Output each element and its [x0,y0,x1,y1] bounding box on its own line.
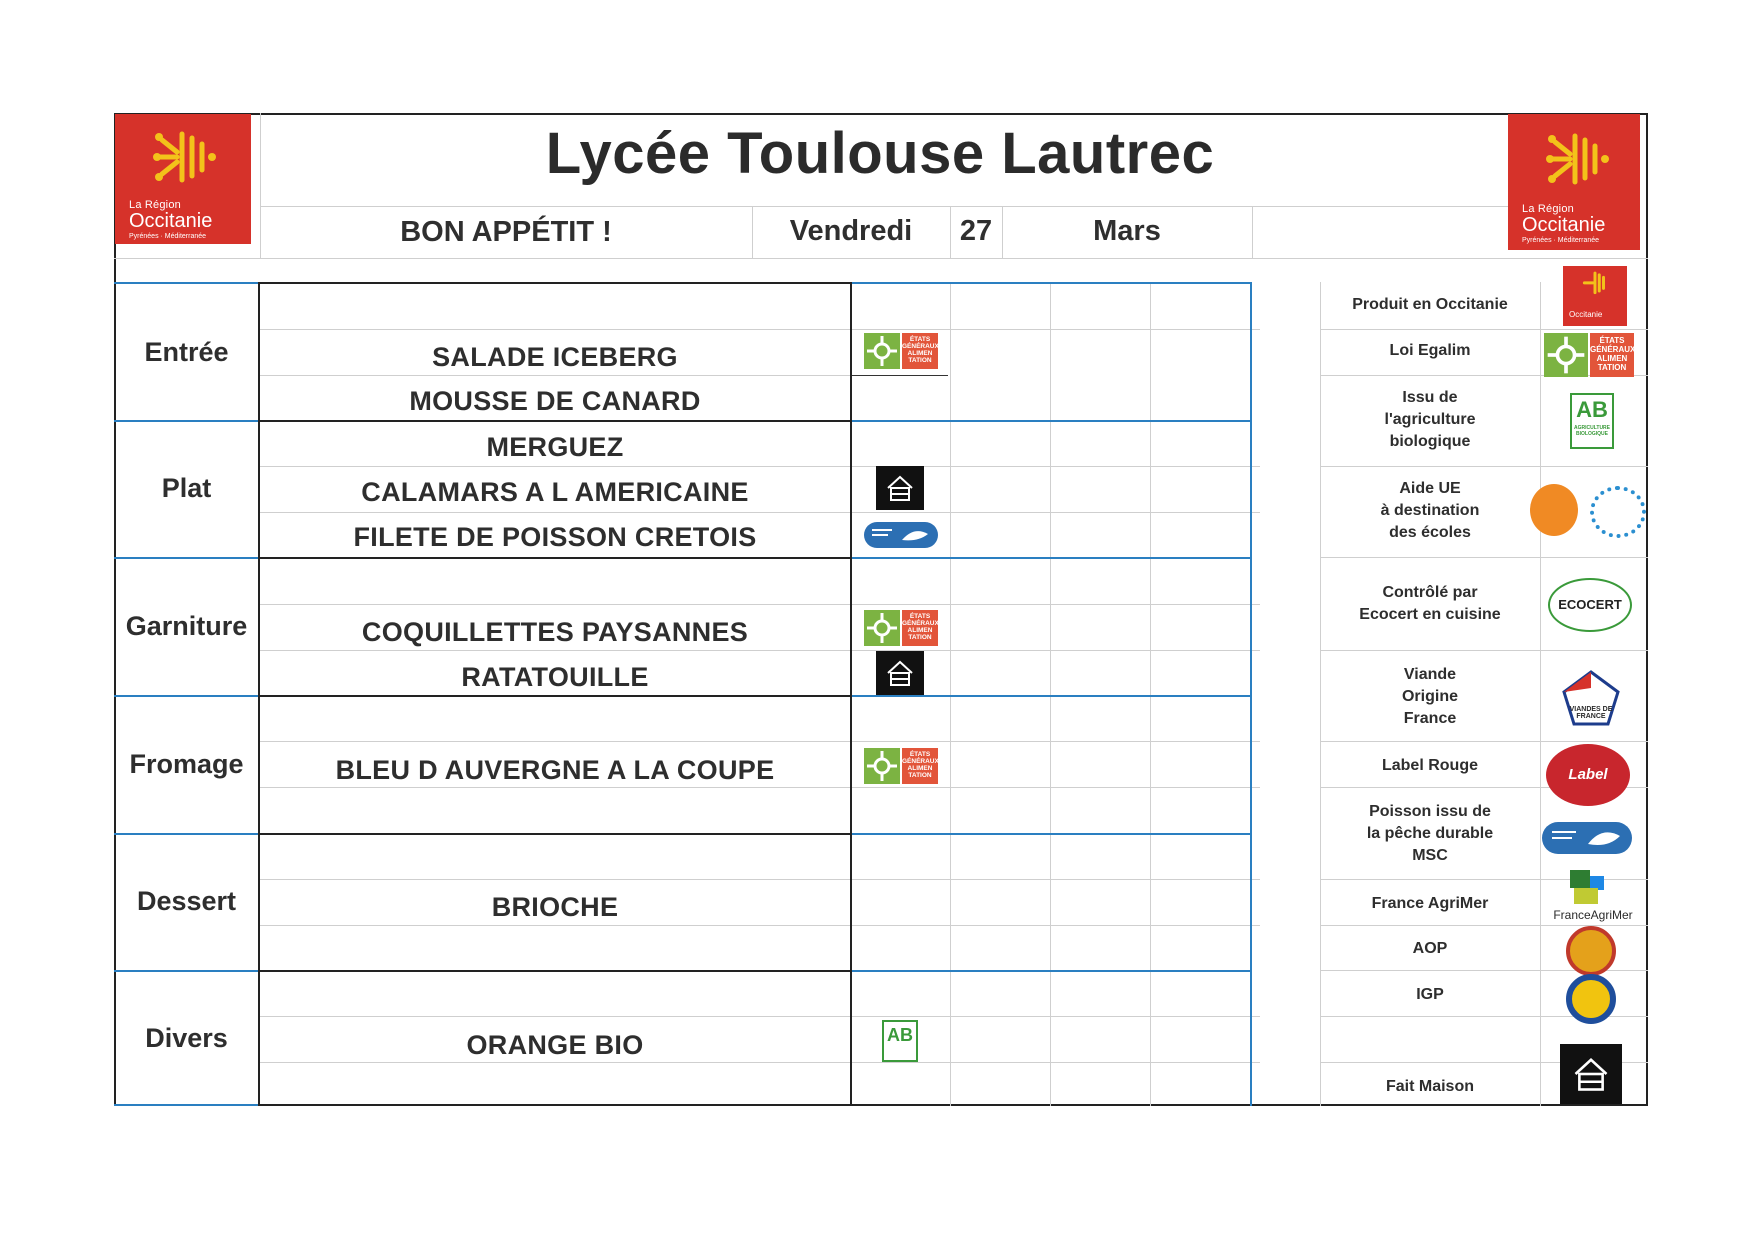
egalim-icon [864,333,938,369]
fait-maison-icon [1560,1044,1622,1104]
fait-maison-icon [876,466,924,510]
franceagrimer-icon [1548,870,1638,926]
legend-bio: Issu de l'agriculture biologique [1384,389,1476,450]
msc-icon [1542,822,1632,854]
legend-occitanie: Produit en Occitanie [1352,296,1508,313]
egalim-icon [864,610,938,646]
fait-maison-icon [876,651,924,695]
egalim-icon [1544,333,1634,377]
agrimer-text: FranceAgriMer [1553,908,1633,922]
legend-fait-maison: Fait Maison [1385,1078,1474,1095]
legend-ecocert: Contrôlé par Ecocert en cuisine [1359,584,1501,623]
legend-aop: AOP [1412,940,1448,957]
occitan-cross-icon [1530,124,1620,204]
egalim-text: ÉTATS GÉNÉRAUX ALIMEN TATION [902,333,938,369]
dish-merguez: MERGUEZ [486,432,624,462]
dish-bleu-auvergne: BLEU D AUVERGNE A LA COUPE [335,755,775,785]
lait-ecole-icon [1590,486,1646,538]
region-logo-line3: Pyrénées · Méditerranée [1522,237,1600,244]
region-logo-line3: Pyrénées · Méditerranée [129,233,207,240]
label-rouge-icon [1546,744,1630,806]
ecocert-text: ECOCERT [1558,597,1622,612]
dish-filete-poisson: FILETE DE POISSON CRETOIS [353,522,757,552]
category-entree: Entrée [144,337,229,367]
region-logo-line1: La Région [129,199,181,211]
category-divers: Divers [145,1023,228,1053]
dish-salade-iceberg: SALADE ICEBERG [432,342,678,372]
egalim-text: ÉTATS GÉNÉRAUX ALIMEN TATION [902,610,938,646]
viandes-text: VIANDES DE FRANCE [1569,706,1613,720]
page-title: Lycée Toulouse Lautrec [545,121,1215,186]
fruit-ecole-icon [1530,484,1578,536]
region-logo-left [115,114,251,244]
greeting: BON APPÉTIT ! [400,216,612,248]
region-logo-line1: La Région [1522,203,1574,215]
egalim-text: ÉTATS GÉNÉRAUX ALIMEN TATION [1590,333,1634,377]
ab-subtext: AGRICULTURE BIOLOGIQUE [1573,425,1610,437]
ecocert-icon [1548,578,1632,632]
category-garniture: Garniture [125,611,248,641]
label-rouge-text: Label [1568,766,1608,783]
occitanie-logo-text: Occitanie [1569,310,1603,319]
dish-orange-bio: ORANGE BIO [466,1030,644,1060]
ab-text: AB [887,1025,913,1045]
bio-ab-icon [1570,393,1614,449]
egalim-icon [864,748,938,784]
category-fromage: Fromage [129,749,244,779]
category-dessert: Dessert [136,886,237,916]
dish-calamars: CALAMARS A L AMERICAINE [361,477,749,507]
legend-igp: IGP [1416,986,1444,1003]
day-label: Vendredi [789,215,913,247]
region-logo-line2: Occitanie [129,210,213,232]
dish-brioche: BRIOCHE [491,892,619,922]
dish-ratatouille: RATATOUILLE [461,662,649,692]
viandes-france-icon [1558,668,1624,730]
bio-ab-icon [882,1020,918,1062]
legend-aide-ue: Aide UE à destination des écoles [1380,480,1480,541]
egalim-text: ÉTATS GÉNÉRAUX ALIMEN TATION [902,748,938,784]
ab-text: AB [1576,397,1608,422]
dish-coquillettes: COQUILLETTES PAYSANNES [361,617,749,647]
igp-icon [1566,974,1616,1024]
legend-viande-france: Viande Origine France [1401,666,1458,727]
region-logo-right [1508,114,1640,250]
occitan-cross-icon [137,122,227,202]
date-label: 27 [959,215,993,247]
month-label: Mars [1093,215,1161,247]
dish-mousse-de-canard: MOUSSE DE CANARD [409,386,701,416]
legend-msc: Poisson issu de la pêche durable MSC [1366,803,1494,864]
category-plat: Plat [161,473,212,503]
legend-label-rouge: Label Rouge [1381,757,1478,774]
legend-egalim: Loi Egalim [1389,342,1471,359]
occitanie-logo-icon [1563,266,1627,326]
region-logo-line2: Occitanie [1522,214,1606,236]
aop-icon [1566,926,1616,976]
legend-agrimer: France AgriMer [1371,895,1489,912]
msc-icon [864,522,938,548]
